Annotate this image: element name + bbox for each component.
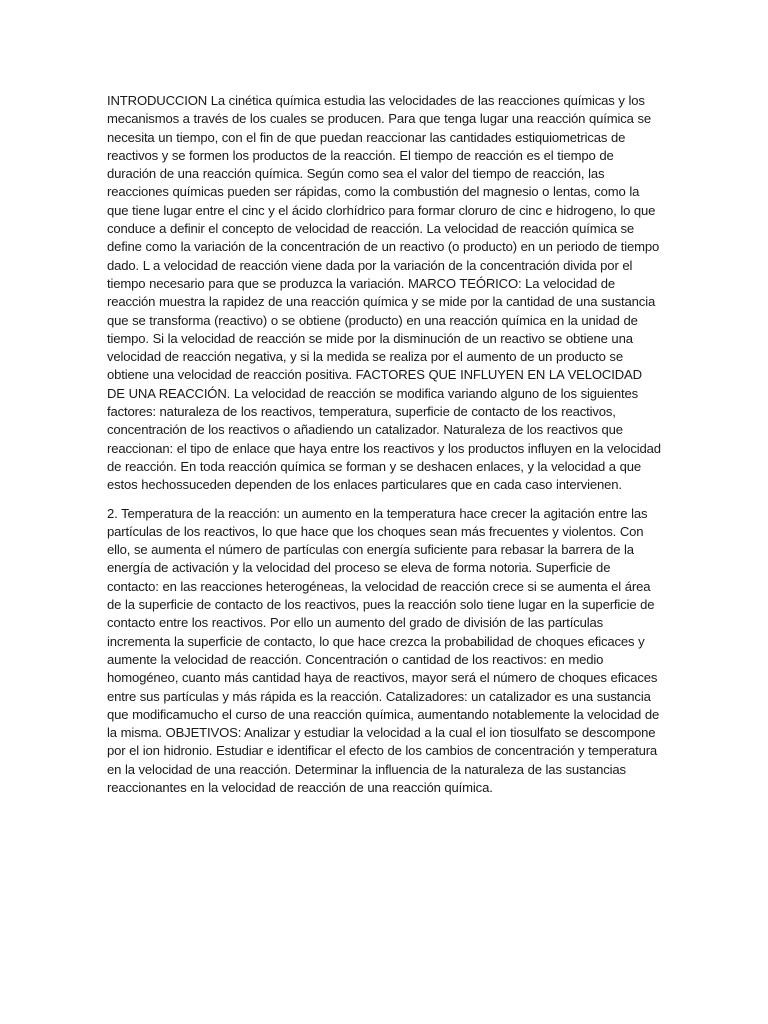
paragraph-introduction: INTRODUCCION La cinética química estudia las velocidades de las reacciones químicas y los mecanismos a través de los cuales se producen. Para que tenga lugar una reacción química se necesita un tiempo, con el fin de que puedan reaccionar las cantidades estiquiometricas de reactivos y se formen los productos de la reacción. El tiempo de reacción es el tiempo de duración de una reacción química. Según como sea el valor del tiempo de reacción, las reacciones químicas pueden ser rápidas, como la combustión del magnesio o lentas, como la que tiene lugar entre el cinc y el ácido clorhídrico para formar cloruro de cinc e hidrogeno, lo que conduce a definir el concepto de velocidad de reacción. La velocidad de reacción química se define como la variación de la concentración de un reactivo (o producto) en un periodo de tiempo dado. L a velocidad de reacción viene dada por la variación de la concentración divida por el tiempo necesario para que se produzca la variación. MARCO TEÓRICO: La velocidad de reacción muestra la rapidez de una reacción química y se mide por la cantidad de una sustancia que se transforma (reactivo) o se obtiene (producto) en una reacción química en la unidad de tiempo. Si la velocidad de reacción se mide por la disminución de un reactivo se obtiene una velocidad de reacción negativa, y si la medida se realiza por el aumento de un producto se obtiene una velocidad de reacción positiva. FACTORES QUE INFLUYEN EN LA VELOCIDAD DE UNA REACCIÓN. La velocidad de reacción se modifica variando alguno de los siguientes factores: naturaleza de los reactivos, temperatura, superficie de contacto de los reactivos, concentración de los reactivos o añadiendo un catalizador. Naturaleza de los reactivos que reaccionan: el tipo de enlace que haya entre los reactivos y los productos influyen en la velocidad de reacción. En toda reacción química se forman y se deshacen enlaces, y la velocidad a que estos hechossuceden dependen de los enlaces particulares que en cada caso intervienen. — [107, 93, 661, 493]
paragraph-temperature-objectives: 2. Temperatura de la reacción: un aumento en la temperatura hace crecer la agitación entre las partículas de los reactivos, lo que hace que los choques sean más frecuentes y violentos. Con ello, se aumenta el número de partículas con energía suficiente para rebasar la barrera de la energía de activación y la velocidad del proceso se eleva de forma notoria. Superficie de contacto: en las reacciones heterogéneas, la velocidad de reacción crece si se aumenta el área de la superficie de contacto de los reactivos, pues la reacción solo tiene lugar en la superficie de contacto entre los reactivos. Por ello un aumento del grado de división de las partículas incrementa la superficie de contacto, lo que hace crezca la probabilidad de choques eficaces y aumente la velocidad de reacción. Concentración o cantidad de los reactivos: en medio homogéneo, cuanto más cantidad haya de reactivos, mayor será el número de choques eficaces entre sus partículas y más rápida es la reacción. Catalizadores: un catalizador es una sustancia que modificamucho el curso de una reacción química, aumentando notablemente la velocidad de la misma. OBJETIVOS: Analizar y estudiar la velocidad a la cual el ion tiosulfato se descompone por el ion hidronio. Estudiar e identificar el efecto de los cambios de concentración y temperatura en la velocidad de una reacción. Determinar la influencia de la naturaleza de las sustancias reaccionantes en la velocidad de reacción de una reacción química. — [107, 505, 660, 795]
document-body — [107, 92, 663, 797]
